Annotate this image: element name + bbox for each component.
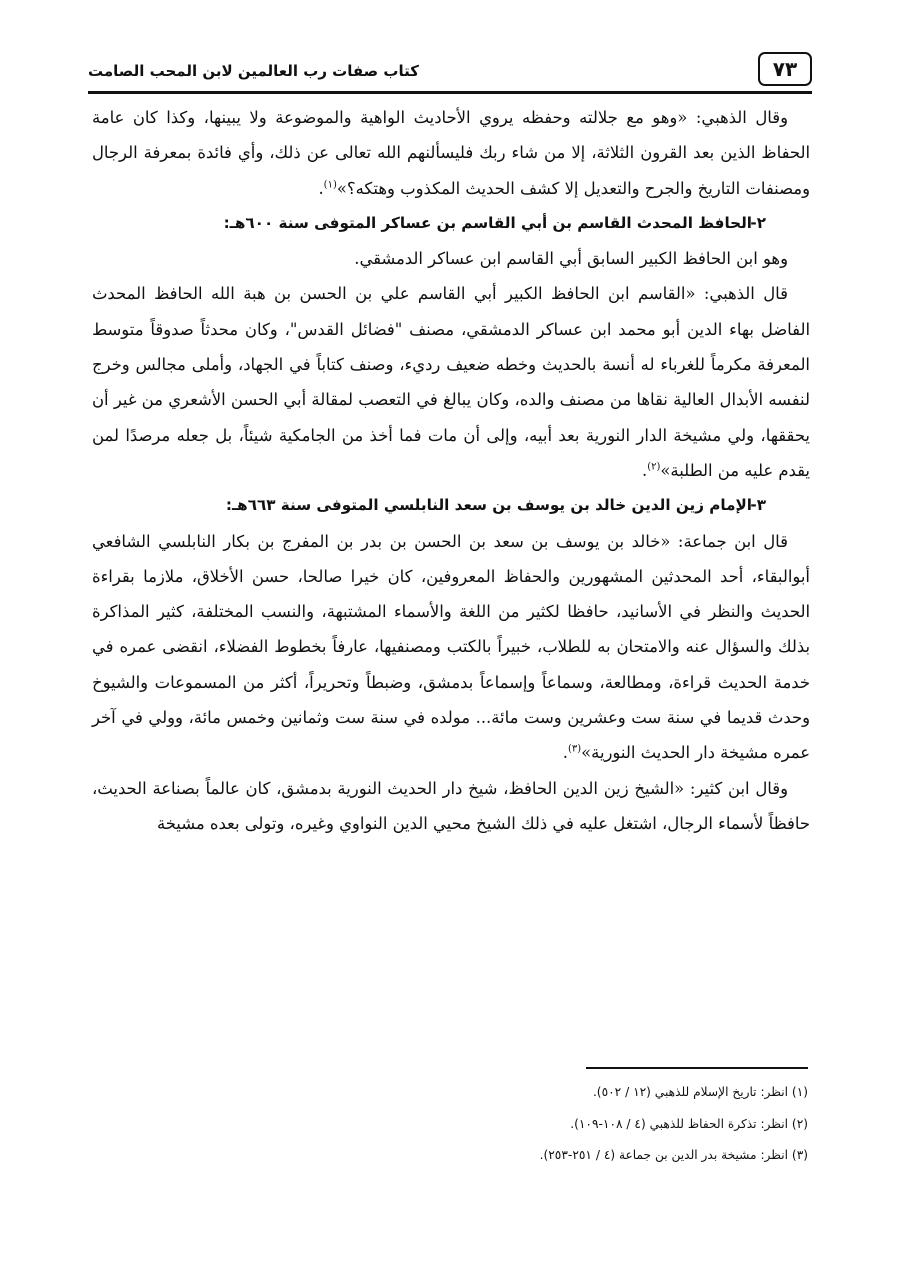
section-title: الإمام زين الدين خالد بن يوسف بن سعد النابلسي المتوفى سنة ٦٦٣هـ: (225, 496, 752, 515)
footnote-1: (١) انظر: تاريخ الإسلام للذهبي (١٢ / ٥٠٢). (592, 1085, 808, 1099)
paragraph-dhahabi-quote (92, 100, 810, 206)
footnote-ref-1: (١) (323, 179, 337, 191)
section-heading-3 (92, 488, 810, 523)
footnote-ref-3: (٣) (567, 743, 582, 755)
section-number: ٢- (750, 213, 766, 232)
paragraph-end: . (641, 460, 648, 480)
footnotes (90, 1077, 808, 1172)
paragraph-text: قال الذهبي: «القاسم ابن الحافظ الكبير أبي القاسم علي بن الحسن بن هبة الله الحافظ المحدث الفاضل بهاء الدين أبو محمد ابن عساكر الدمشقي، مصنف "فضائل القدس"، وكان محدثاً صدوقاً متوسط المعرفة مكرماً للغرباء له أنسة بالحديث وخطه ضعيف رديء، وصنف كتاباً في الجهاد، وأملى مجالس وخرج لنفسه الأبدال العالية نقاها من مصنف والده، وكان يبالغ في التعصب لمقالة أبي الحسن الأشعري من غير أن يحققها، ولي مشيخة الدار النورية بعد أبيه، وإلى أن مات فما أخذ من الجامكية شيئاً، بل جعله مرصدًا لمن يقدم عليه من الطلبة» (92, 284, 810, 480)
section-title: الحافظ المحدث القاسم بن أبي القاسم بن عساكر المتوفى سنة ٦٠٠هـ: (223, 213, 752, 232)
page-body (92, 100, 810, 841)
footnote-ref-2: (٢) (647, 461, 661, 473)
page-header (88, 52, 812, 92)
paragraph-text: وقال الذهبي: «وهو مع جلالته وحفظه يروي الأحاديث الواهية والموضوعة ولا يبينها، وكذا كان عامة الحفاظ الذين بعد القرون الثلاثة، إلا من شاء ربك فليسألنهم الله تعالى عن ذلك، وأي فائدة بمعرفة الرجال ومصنفات التاريخ والجرح والتعديل إلا كشف الحديث المكذوب وهتكه؟» (92, 108, 810, 198)
paragraph-text: قال ابن جماعة: «خالد بن يوسف بن سعد بن الحسن بن بدر بن المفرج بن بكار النابلسي الشافعي أبوالبقاء، أحد المحدثين المشهورين والحفاظ المعروفين، كان خيرا صالحا، حسن الأخلاق، ملازما بقراءة الحديث والنظر في الأسانيد، حافظا لكثير من اللغة والأسماء المشتبهة، والنسب المختلفة، كثير المذاكرة بذلك والسؤال عنه والامتحان به للطلاب، خبيراً بالكتب ومصنفيها، عارفاً بخطوط الفضلاء، انقضى عمره في خدمة الحديث قراءة، ومطالعة، وسماعاً وإسماعاً بدمشق، وضبطاً وتحريراً، أكثر من المسموعات والشيوخ وحدث قديما في سنة ست وعشرين وست مائة... مولده في سنة ست وثمانين وخمس مائة، وولي في آخر عمره مشيخة دار الحديث النورية» (92, 531, 810, 763)
page-number: ٧٣ (758, 52, 812, 86)
paragraph-ibn-kathir: وقال ابن كثير: «الشيخ زين الدين الحافظ، شيخ دار الحديث النورية بدمشق، كان عالماً بصناعة الحديث، حافظاً لأسماء الرجال، اشتغل عليه في ذلك الشيخ محيي الدين النواوي وغيره، وتولى بعده مشيخة (92, 778, 810, 833)
paragraph-intro-qasim: وهو ابن الحافظ الكبير السابق أبي القاسم ابن عساكر الدمشقي. (354, 249, 788, 269)
paragraph-end: . (562, 743, 568, 763)
paragraph-ibn-jamaa (92, 524, 810, 771)
paragraph-dhahabi-qasim (92, 276, 810, 488)
footnote-divider (586, 1067, 808, 1069)
paragraph-end: . (318, 178, 324, 198)
section-heading-2 (92, 206, 810, 241)
footnote-3: (٣) انظر: مشيخة بدر الدين بن جماعة (٤ / ٢٥١-٢٥٣). (539, 1148, 808, 1162)
section-number: ٣- (750, 496, 766, 515)
book-title: كتاب صفات رب العالمين لابن المحب الصامت (88, 62, 419, 80)
footnote-2: (٢) انظر: تذكرة الحفاظ للذهبي (٤ / ١٠٨-١٠٩). (570, 1116, 808, 1131)
header-divider (88, 91, 812, 94)
